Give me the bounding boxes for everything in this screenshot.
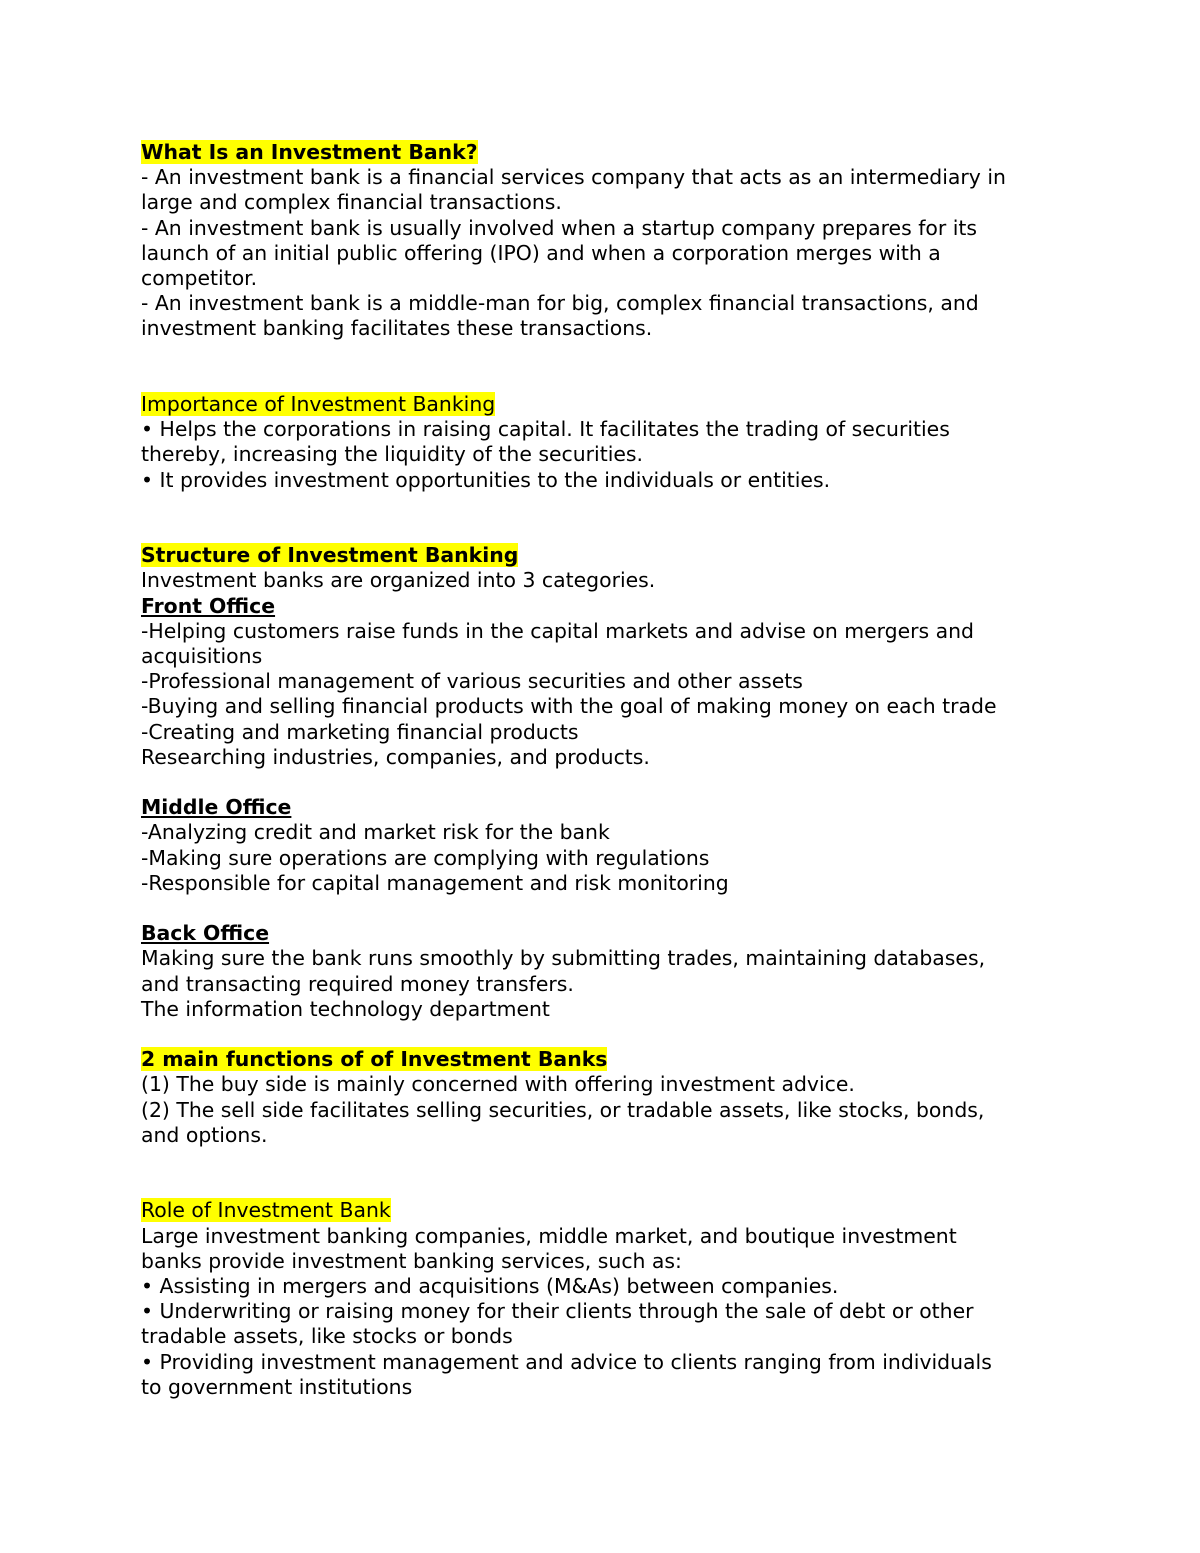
back-office-block	[141, 921, 1076, 1022]
bullet-line: to government institutions	[141, 1374, 413, 1399]
bullet-line: • It provides investment opportunities to the individuals or entities.	[141, 467, 831, 492]
paragraph-line: -Making sure operations are complying with regulations	[141, 845, 710, 870]
paragraph-line: - An investment bank is a middle-man for big, complex financial transactions, and	[141, 291, 979, 316]
paragraph-line: Large investment banking companies, middle market, and boutique investment	[141, 1223, 957, 1248]
paragraph-line: -Helping customers raise funds in the capital markets and advise on mergers and	[141, 618, 974, 643]
subsection-title: Middle Office	[141, 795, 292, 820]
bullet-line: thereby, increasing the liquidity of the securities.	[141, 442, 644, 467]
paragraph-line: - An investment bank is a financial services company that acts as an intermediary in	[141, 165, 1006, 190]
bullet-line: • Assisting in mergers and acquisitions (M&As) between companies.	[141, 1274, 839, 1299]
paragraph-line: large and complex financial transactions.	[141, 190, 562, 215]
paragraph-line: -Creating and marketing financial products	[141, 719, 579, 744]
paragraph-line: (2) The sell side facilitates selling securities, or tradable assets, like stocks, bonds,	[141, 1097, 985, 1122]
paragraph-line: - An investment bank is usually involved when a startup company prepares for its	[141, 215, 977, 240]
document-page	[141, 140, 1076, 1400]
bullet-line: • Underwriting or raising money for their clients through the sale of debt or other	[141, 1299, 974, 1324]
section-what-is	[141, 140, 1076, 342]
paragraph-line: (1) The buy side is mainly concerned with offering investment advice.	[141, 1072, 855, 1097]
paragraph-line: -Professional management of various securities and other assets	[141, 669, 803, 694]
paragraph-line: -Buying and selling financial products with the goal of making money on each trade	[141, 694, 997, 719]
paragraph-line: Making sure the bank runs smoothly by submitting trades, maintaining databases,	[141, 946, 986, 971]
paragraph-line: and transacting required money transfers.	[141, 971, 574, 996]
section-role	[141, 1198, 1076, 1400]
paragraph-line: -Responsible for capital management and risk monitoring	[141, 870, 729, 895]
section-intro: Investment banks are organized into 3 categories.	[141, 568, 656, 593]
section-heading: Structure of Investment Banking	[141, 543, 519, 568]
subsection-title: Back Office	[141, 921, 270, 946]
section-heading: Role of Investment Bank	[141, 1198, 391, 1223]
paragraph-line: banks provide investment banking services, such as:	[141, 1248, 682, 1273]
paragraph-line: acquisitions	[141, 644, 263, 669]
section-heading: What Is an Investment Bank?	[141, 140, 478, 164]
paragraph-line: and options.	[141, 1122, 268, 1147]
section-importance	[141, 392, 1076, 493]
section-functions	[141, 1047, 1076, 1148]
section-heading: 2 main functions of of Investment Banks	[141, 1047, 608, 1072]
bullet-line: tradable assets, like stocks or bonds	[141, 1324, 513, 1349]
bullet-line: • Helps the corporations in raising capital. It facilitates the trading of securities	[141, 417, 950, 442]
paragraph-line: competitor.	[141, 266, 258, 291]
front-office-block	[141, 594, 1076, 770]
paragraph-line: investment banking facilitates these transactions.	[141, 316, 653, 341]
paragraph-line: -Analyzing credit and market risk for the bank	[141, 820, 610, 845]
paragraph-line: The information technology department	[141, 996, 550, 1021]
bullet-line: • Providing investment management and advice to clients ranging from individuals	[141, 1349, 992, 1374]
section-structure	[141, 543, 1076, 1022]
middle-office-block	[141, 795, 1076, 896]
paragraph-line: launch of an initial public offering (IPO) and when a corporation merges with a	[141, 240, 941, 265]
paragraph-line: Researching industries, companies, and products.	[141, 744, 650, 769]
subsection-title: Front Office	[141, 593, 276, 618]
section-heading: Importance of Investment Banking	[141, 392, 496, 417]
